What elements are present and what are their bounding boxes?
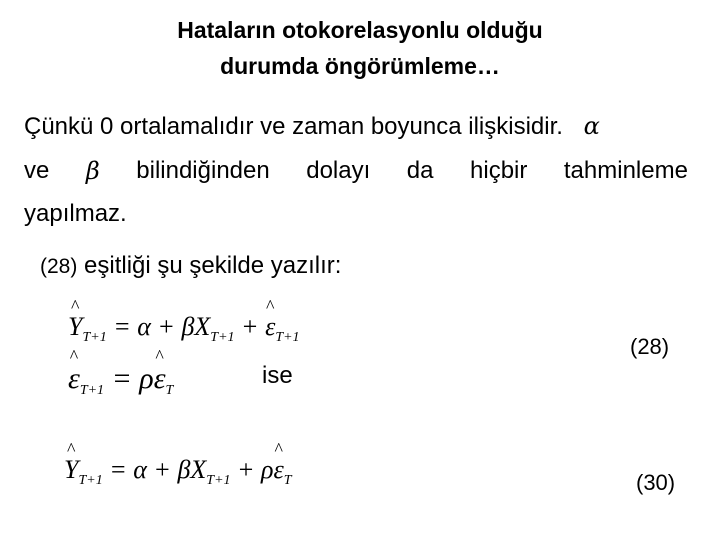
subscript: T+1 bbox=[82, 330, 107, 345]
equation-30 bbox=[64, 455, 292, 489]
slide-title-line-2: durumda öngörümleme… bbox=[220, 53, 500, 79]
word-bilindiginden: bilindiğinden bbox=[136, 157, 270, 184]
equation-28-first bbox=[68, 312, 300, 346]
y-hat-symbol: ^ Y bbox=[64, 455, 78, 485]
paragraph-line-2 bbox=[24, 157, 688, 185]
equation-rhs-rho: + ρ bbox=[230, 455, 274, 484]
intro-text: eşitliği şu şekilde yazılır: bbox=[77, 252, 342, 279]
paragraph-line-1-text: Çünkü 0 ortalamalıdır ve zaman boyunca ilişkisidir. bbox=[24, 113, 563, 140]
epsilon-hat-symbol: ^ ε bbox=[154, 362, 166, 396]
subscript: T bbox=[283, 473, 292, 488]
epsilon-hat-symbol: ^ ε bbox=[274, 455, 284, 485]
equation-28-second bbox=[68, 362, 173, 399]
word-da: da bbox=[406, 157, 434, 184]
intro-line bbox=[40, 252, 341, 280]
subscript: T+1 bbox=[206, 473, 231, 488]
subscript: T+1 bbox=[210, 330, 235, 345]
y-hat-symbol: ^ Y bbox=[68, 312, 82, 342]
paragraph-line-3: yapılmaz. bbox=[24, 200, 127, 227]
subscript: T bbox=[165, 383, 174, 398]
intro-reference: (28) bbox=[40, 255, 78, 278]
equation-rhs: = α + βX bbox=[102, 455, 207, 484]
equation-plus: + bbox=[234, 312, 266, 341]
equation-number-28: (28) bbox=[630, 334, 670, 359]
subscript: T+1 bbox=[78, 473, 103, 488]
epsilon-hat-symbol: ^ ε bbox=[68, 362, 80, 396]
word-ve: ve bbox=[24, 157, 50, 184]
equation-number-30: (30) bbox=[636, 470, 676, 495]
word-tahminleme: tahminleme bbox=[563, 157, 688, 184]
equation-rhs: = ρ bbox=[104, 362, 154, 395]
beta-symbol: β bbox=[85, 157, 100, 185]
word-hicbir: hiçbir bbox=[470, 157, 528, 184]
paragraph-line-1 bbox=[24, 112, 600, 141]
subscript: T+1 bbox=[275, 330, 300, 345]
equation-rhs: = α + βX bbox=[106, 312, 211, 341]
epsilon-hat-symbol: ^ ε bbox=[265, 312, 275, 342]
slide-title-line-1: Hataların otokorelasyonlu olduğu bbox=[177, 17, 543, 43]
word-dolayi: dolayı bbox=[306, 157, 371, 184]
subscript: T+1 bbox=[79, 383, 105, 398]
ise-label: ise bbox=[262, 362, 293, 389]
alpha-symbol: α bbox=[583, 112, 600, 140]
